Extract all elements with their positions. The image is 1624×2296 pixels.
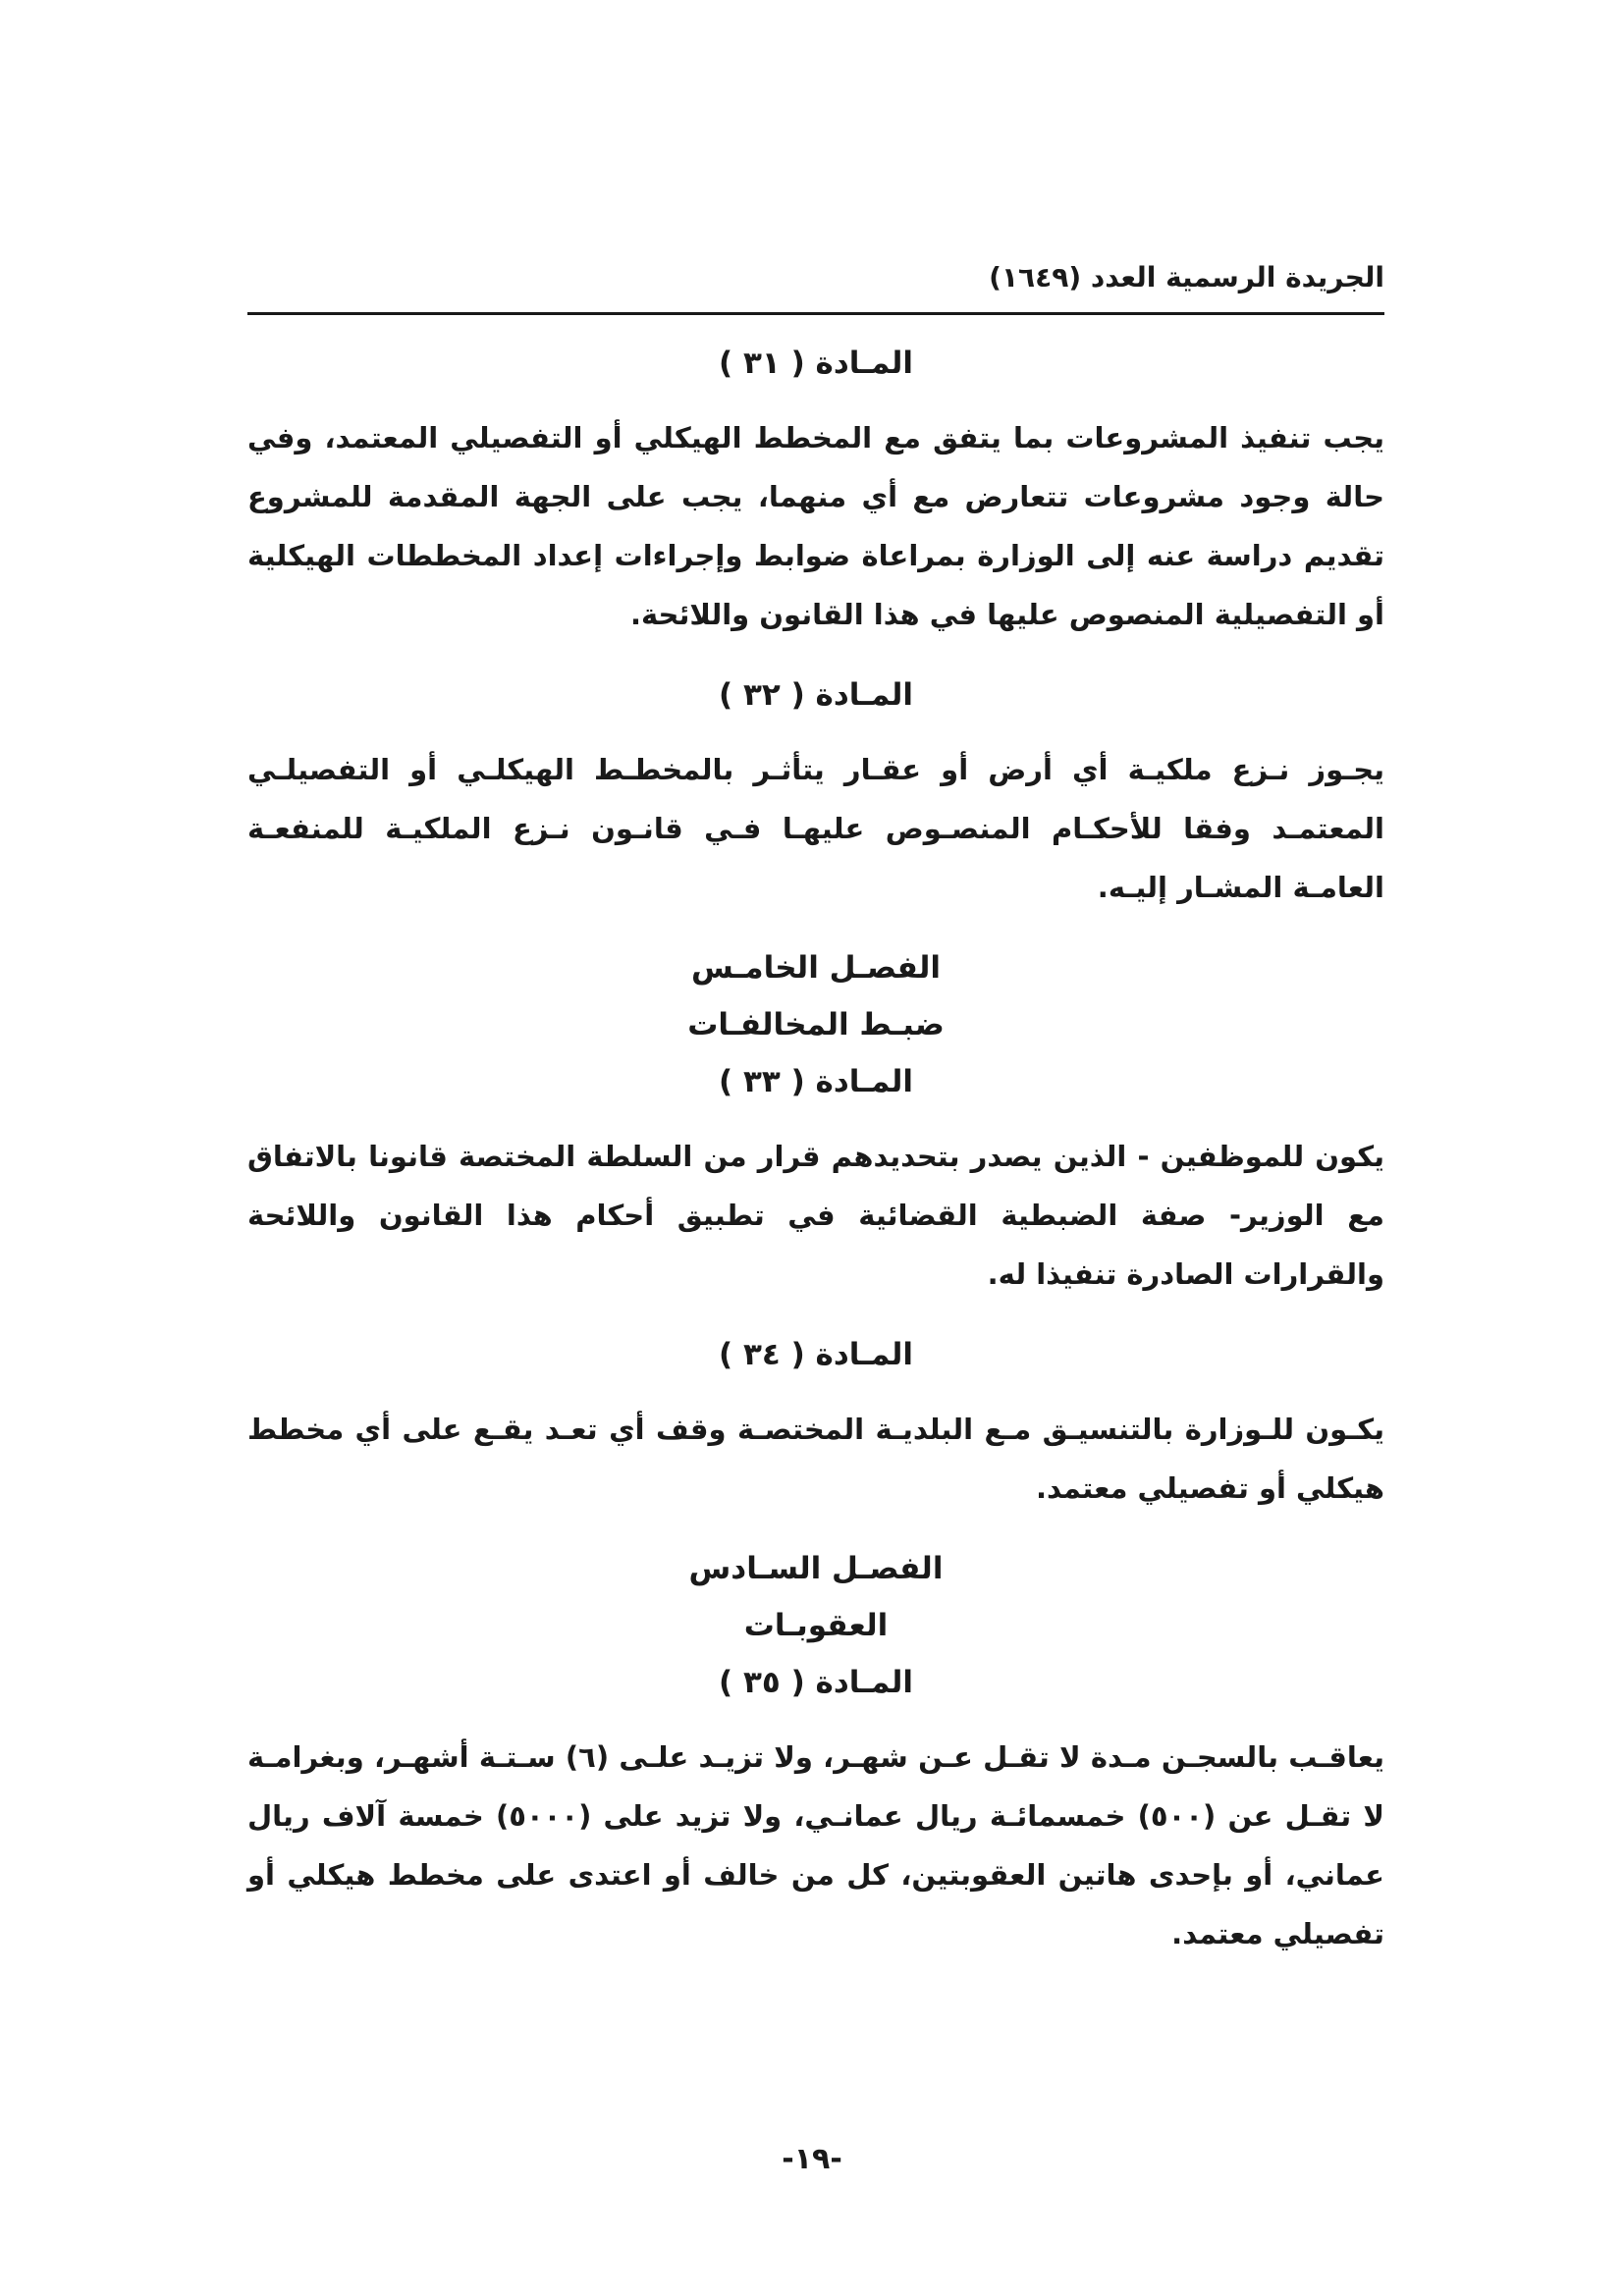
article-32-text: يجـوز نـزع ملكيـة أي أرض أو عقـار يتأثـر بالمخطـط الهيكلـي أو التفصيلـي المعتمـد وفقا للأحكـام المنصـوص عليهـا فـي قانـون نـزع الملكيـة للمنفعـة العامـة المشـار إليـه. — [247, 753, 1384, 904]
page-number: -١٩- — [782, 2142, 842, 2176]
article-31-heading: المـادة ( ٣١ ) — [718, 346, 914, 381]
document-body — [247, 326, 1384, 1995]
article-32-heading: المـادة ( ٣٢ ) — [718, 677, 914, 713]
chapter-5-subtitle: ضبـط المخالفـات — [687, 1007, 945, 1042]
article-34-text: يكـون للـوزارة بالتنسيـق مـع البلديـة المختصـة وقف أي تعـد يقـع على أي مخطط هيكلي أو تفصيلي معتمد. — [247, 1413, 1384, 1505]
gazette-title: الجريدة الرسمية العدد (١٦٤٩) — [989, 261, 1384, 294]
article-33-text: يكون للموظفين - الذين يصدر بتحديدهم قرار من السلطة المختصة قانونا بالاتفاق مع الوزير- صفة الضبطية القضائية في تطبيق أحكام هذا القانون واللائحة والقرارات الصادرة تنفيذا له. — [247, 1140, 1384, 1291]
article-35-heading: المـادة ( ٣٥ ) — [718, 1665, 914, 1700]
article-34-heading: المـادة ( ٣٤ ) — [718, 1337, 914, 1372]
page-header — [247, 257, 1384, 312]
header-divider — [247, 312, 1384, 315]
article-33-heading: المـادة ( ٣٣ ) — [718, 1064, 914, 1099]
chapter-5-heading: الفصـل الخامـس — [690, 950, 942, 986]
chapter-6-subtitle: العقوبـات — [743, 1608, 889, 1643]
article-31-text: يجب تنفيذ المشروعات بما يتفق مع المخطط الهيكلي أو التفصيلي المعتمد، وفي حالة وجود مشروعات تتعارض مع أي منهما، يجب على الجهة المقدمة للمشروع تقديم دراسة عنه إلى الوزارة بمراعاة ضوابط وإجراءات إعداد المخططات الهيكلية أو التفصيلية المنصوص عليها في هذا القانون واللائحة. — [247, 421, 1384, 631]
chapter-6-heading: الفصـل السـادس — [688, 1551, 944, 1586]
article-35-text: يعاقـب بالسجـن مـدة لا تقـل عـن شهـر، ولا تزيـد علـى (٦) سـتـة أشهـر، وبغرامـة لا تقـل عن (٥٠٠) خمسمائـة ريال عمانـي، ولا تزيد على (٥٠٠٠) خمسة آلاف ريال عماني، أو بإحدى هاتين العقوبتين، كل من خالف أو اعتدى على مخطط هيكلي أو تفصيلي معتمد. — [247, 1740, 1384, 1950]
